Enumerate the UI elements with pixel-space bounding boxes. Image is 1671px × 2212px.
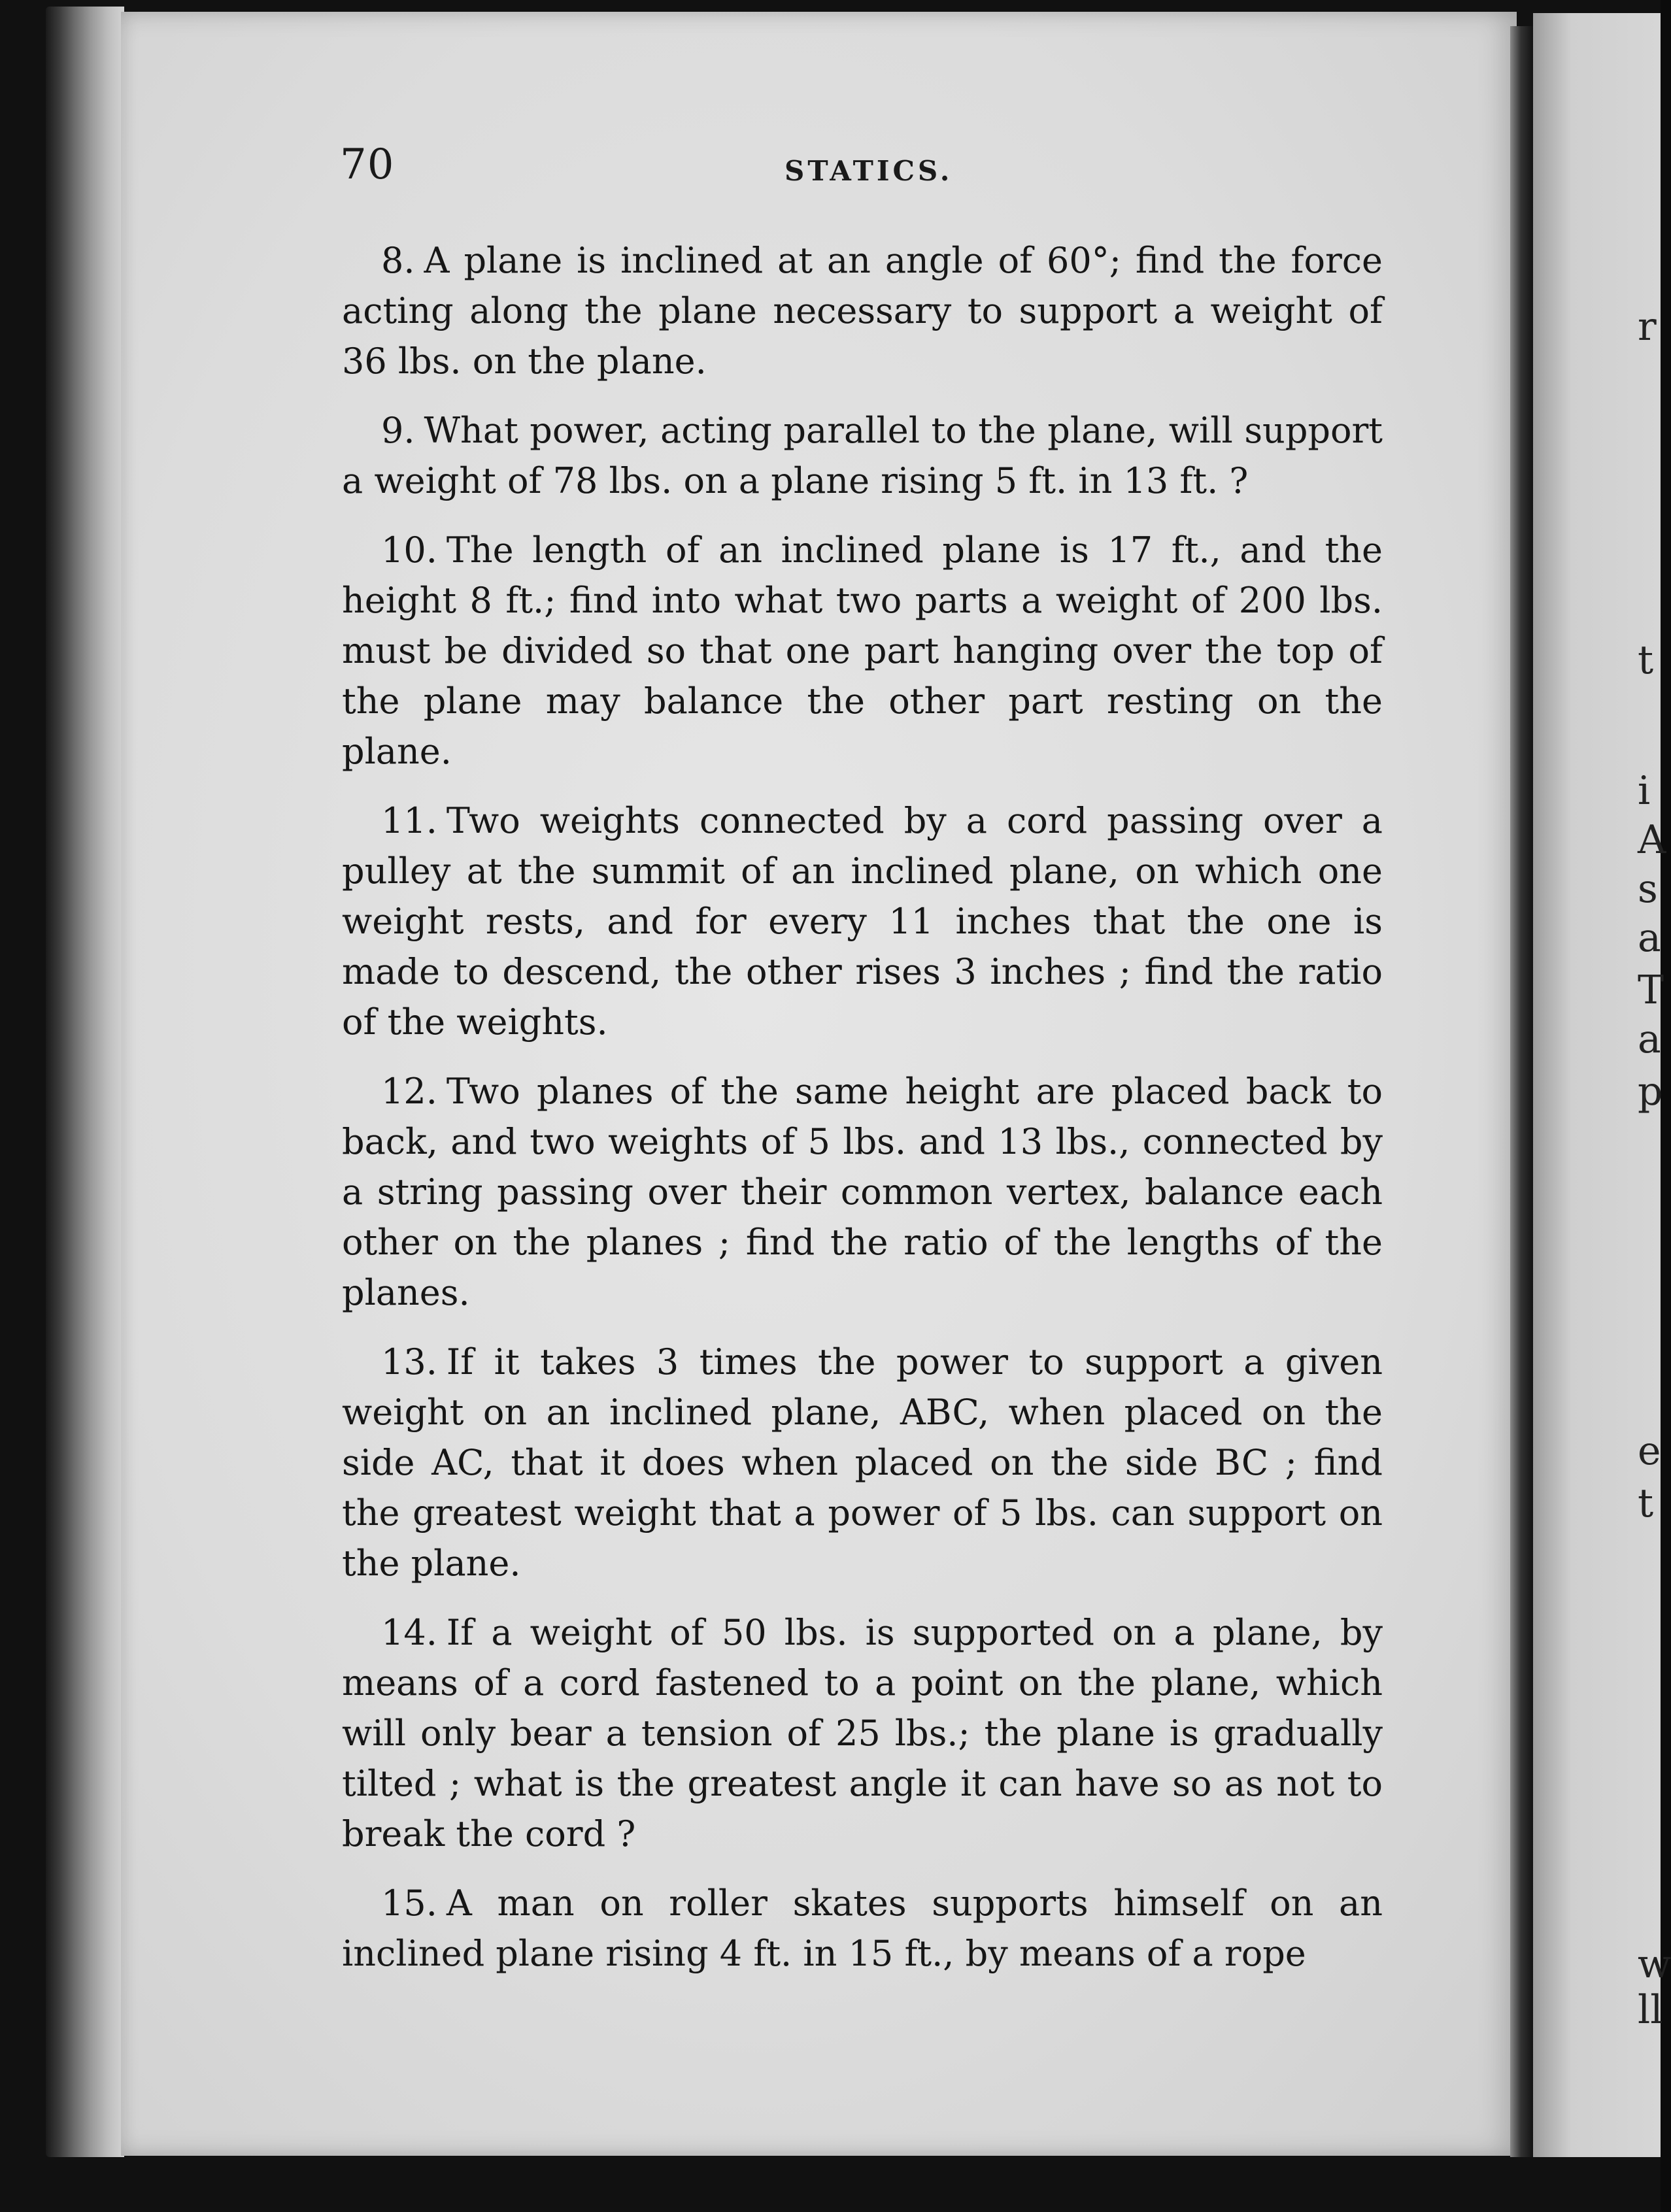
page-number: 70 — [340, 141, 395, 189]
exercise-14 — [342, 1607, 1383, 1859]
facing-page-fragment: i — [1638, 768, 1651, 814]
exercise-number: 9. — [381, 410, 415, 451]
running-head — [340, 141, 1386, 199]
exercise-text: A plane is inclined at an angle of 60°; find the force acting along the plane necessary to support a weight of 36 lbs. on the plane. — [342, 240, 1383, 382]
exercise-number: 13. — [381, 1341, 437, 1382]
exercise-15 — [342, 1878, 1383, 1979]
running-title: STATICS. — [785, 155, 953, 187]
page-edges — [46, 7, 124, 2157]
facing-page-fragment: w — [1638, 1941, 1671, 1987]
exercise-text: Two planes of the same height are placed back to back, and two weights of 5 lbs. and 13 lbs., connected by a string passing over their common vertex, balance each other on the planes ; find the ratio of the lengths of the planes. — [342, 1071, 1383, 1313]
facing-page-edge — [1533, 13, 1671, 2157]
exercise-text: Two weights connected by a cord passing over a pulley at the summit of an inclined plane, on which one weight rests, and for every 11 inches that the one is made to descend, the other rises 3 inches ; find the ratio of the weights. — [342, 800, 1383, 1043]
book-gutter — [1510, 26, 1536, 2157]
exercise-number: 10. — [381, 529, 437, 571]
exercise-number: 8. — [381, 240, 415, 281]
exercise-number: 12. — [381, 1071, 437, 1112]
exercise-text: If a weight of 50 lbs. is supported on a plane, by means of a cord fastened to a point on the plane, which will only bear a tension of 25 lbs.; the plane is gradually tilted ; what is the greatest angle it can have so as not to break the cord ? — [342, 1612, 1383, 1854]
exercise-number: 15. — [381, 1883, 437, 1924]
exercise-13 — [342, 1337, 1383, 1588]
exercise-text: What power, acting parallel to the plane, will support a weight of 78 lbs. on a plane rising 5 ft. in 13 ft. ? — [342, 410, 1383, 501]
exercise-number: 11. — [381, 800, 437, 841]
facing-page-fragment: t — [1638, 1481, 1654, 1526]
facing-page-fragment: p — [1638, 1069, 1663, 1114]
facing-page-fragment: ll — [1638, 1987, 1663, 2033]
exercise-8 — [342, 235, 1383, 386]
facing-page-fragment: A — [1638, 817, 1666, 863]
facing-page-fragment: a — [1638, 1016, 1661, 1062]
exercise-9 — [342, 405, 1383, 506]
exercise-list — [342, 235, 1383, 1998]
facing-page-fragment: a — [1638, 915, 1661, 961]
facing-page-fragment: s — [1638, 866, 1658, 912]
facing-page-fragment: r — [1638, 304, 1657, 350]
exercise-12 — [342, 1066, 1383, 1318]
exercise-text: The length of an inclined plane is 17 ft., and the height 8 ft.; find into what two parts a weight of 200 lbs. must be divided so that one part hanging over the top of the plane may balance the other part resting on the plane. — [342, 529, 1383, 772]
exercise-text: A man on roller skates supports himself on an inclined plane rising 4 ft. in 15 ft., by means of a rope — [342, 1883, 1383, 1974]
facing-page-fragment: e — [1638, 1428, 1661, 1474]
facing-page-fragment: T — [1638, 967, 1664, 1013]
facing-page-fragment: t — [1638, 637, 1654, 683]
exercise-text: If it takes 3 times the power to support a given weight on an inclined plane, ABC, when placed on the side AC, that it does when placed on the side BC ; find the greatest weight that a power of 5 lbs. can support on the plane. — [342, 1341, 1383, 1584]
exercise-11 — [342, 796, 1383, 1047]
exercise-number: 14. — [381, 1612, 437, 1653]
exercise-10 — [342, 525, 1383, 777]
